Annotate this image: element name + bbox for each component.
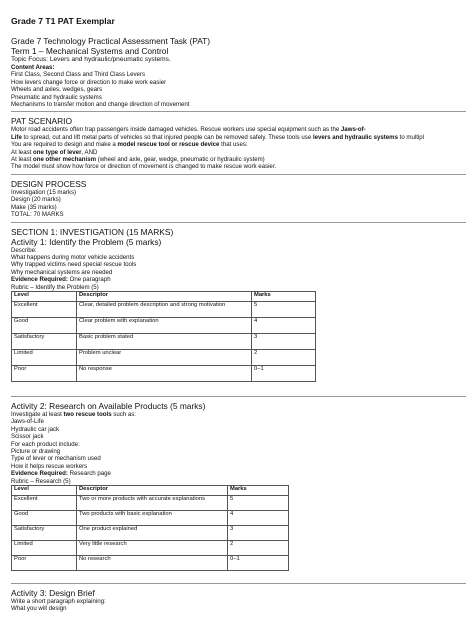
table-row xyxy=(12,333,316,349)
brief-item: Write a short paragraph explaining: xyxy=(11,598,106,605)
investigate-text: such as: xyxy=(111,410,136,418)
design-process-item: TOTAL: 70 MARKS xyxy=(11,211,64,219)
table-row xyxy=(12,301,316,317)
table-cell: 3 xyxy=(228,526,289,541)
scenario-text: to multipl xyxy=(397,133,425,141)
document-title: Grade 7 T1 PAT Exemplar xyxy=(11,16,115,26)
design-process-section xyxy=(11,179,466,219)
table-cell: Good xyxy=(12,511,77,526)
rubric-title: Rubric – Identify the Problem (5) xyxy=(11,283,99,291)
scenario-text: At least xyxy=(11,156,34,164)
rubric-table-problem xyxy=(11,291,316,382)
document-page xyxy=(11,6,466,613)
scenario-text: At least xyxy=(11,148,34,156)
table-cell: Two or more products with accurate explanations xyxy=(77,496,228,511)
section-1 xyxy=(11,227,466,382)
research-item: Hydraulic car jack xyxy=(11,425,60,433)
table-cell: Excellent xyxy=(12,301,77,317)
table-cell: 5 xyxy=(252,301,316,317)
table-header: Level xyxy=(12,291,77,301)
scenario-bold: model rescue tool or rescue device xyxy=(117,141,220,149)
research-item: Picture or drawing xyxy=(11,447,61,455)
table-cell: Poor xyxy=(12,556,77,571)
investigate-bold: two rescue tools xyxy=(63,410,112,418)
table-row xyxy=(12,317,316,333)
rubric-table-research xyxy=(11,485,289,571)
scenario-text: You are required to design and make a xyxy=(11,141,118,149)
table-cell: 5 xyxy=(228,496,289,511)
divider xyxy=(11,111,466,112)
table-row xyxy=(12,541,289,556)
scenario-text: to spread, cut and lift metal parts of vehicles so that injured people can be removed safely. These tools use xyxy=(21,133,313,141)
divider xyxy=(11,222,466,223)
table-row xyxy=(12,511,289,526)
table-header: Level xyxy=(12,486,77,496)
content-area-item: Wheels and axles, wedges, gears xyxy=(11,86,103,94)
activity-3-heading: Activity 3: Design Brief xyxy=(11,588,95,598)
activity-1-heading: Activity 1: Identify the Problem (5 marks) xyxy=(11,236,162,247)
table-cell: Satisfactory xyxy=(12,333,77,349)
table-row xyxy=(12,349,316,365)
intro-heading-2: Term 1 – Mechanical Systems and Control xyxy=(11,46,169,56)
table-cell: Poor xyxy=(12,365,77,381)
table-cell: No response xyxy=(77,365,252,381)
rubric-title: Rubric – Research (5) xyxy=(11,477,71,485)
table-header: Descriptor xyxy=(77,291,252,301)
table-cell: 4 xyxy=(252,317,316,333)
describe-item: Why mechanical systems are needed xyxy=(11,268,113,276)
scenario-text: , AND xyxy=(81,148,98,156)
scenario-text: Motor road accidents often trap passengers inside damaged vehicles. Rescue workers use special equipment such as the xyxy=(11,126,341,134)
table-cell: 4 xyxy=(228,511,289,526)
activity-2-section xyxy=(11,401,466,571)
table-cell: 3 xyxy=(252,333,316,349)
table-cell: 0–1 xyxy=(252,365,316,381)
content-areas-label: Content Areas: xyxy=(11,64,55,71)
research-item: How it helps rescue workers xyxy=(11,462,88,470)
table-row xyxy=(12,526,289,541)
divider xyxy=(11,174,466,175)
table-cell: Very little research xyxy=(77,541,228,556)
evidence-value: Research page xyxy=(67,470,111,478)
content-area-item: Mechanisms to transfer motion and change direction of movement xyxy=(11,101,190,109)
investigate-text: Investigate at least xyxy=(11,410,64,418)
divider xyxy=(11,583,466,584)
describe-item: What happens during motor vehicle accidents xyxy=(11,253,135,261)
scenario-bold: levers and hydraulic systems xyxy=(312,133,398,141)
research-item: Scissor jack xyxy=(11,433,44,441)
scenario-bold: one other mechanism xyxy=(33,156,97,164)
brief-item: What you will design xyxy=(11,605,67,613)
table-row xyxy=(12,556,289,571)
scenario-heading: PAT SCENARIO xyxy=(11,116,72,127)
table-row xyxy=(12,496,289,511)
design-process-heading: DESIGN PROCESS xyxy=(11,178,87,189)
activity-2-heading: Activity 2: Research on Available Products (5 marks) xyxy=(11,400,206,411)
table-cell: Good xyxy=(12,317,77,333)
content-area-item: First Class, Second Class and Third Class Levers xyxy=(11,71,145,79)
scenario-bold: Jaws-of- xyxy=(340,126,366,134)
table-cell: Limited xyxy=(12,541,77,556)
table-header: Marks xyxy=(252,291,316,301)
evidence-label: Evidence Required: xyxy=(11,276,68,284)
evidence-label: Evidence Required: xyxy=(11,470,68,478)
research-item: Jaws-of-Life xyxy=(11,418,44,426)
research-item: For each product include: xyxy=(11,440,80,448)
table-cell: Limited xyxy=(12,349,77,365)
evidence-value: One paragraph xyxy=(67,276,111,284)
table-cell: Clear, detailed problem description and strong motivation xyxy=(77,301,252,317)
table-header-row xyxy=(12,291,316,301)
intro-section xyxy=(11,36,466,108)
scenario-section xyxy=(11,116,466,170)
table-cell: 2 xyxy=(228,541,289,556)
table-header: Descriptor xyxy=(77,486,228,496)
design-process-item: Investigation (15 marks) xyxy=(11,188,77,196)
scenario-text: (wheel and axle, gear, wedge, pneumatic or hydraulic system) xyxy=(96,156,265,164)
table-cell: Clear problem with explanation xyxy=(77,317,252,333)
scenario-bold: one type of lever xyxy=(33,148,82,156)
table-cell: 2 xyxy=(252,349,316,365)
table-cell: Satisfactory xyxy=(12,526,77,541)
divider xyxy=(11,396,466,397)
table-cell: One product explained xyxy=(77,526,228,541)
design-process-item: Make (35 marks) xyxy=(11,203,57,211)
table-header-row xyxy=(12,486,289,496)
table-cell: 0–1 xyxy=(228,556,289,571)
research-item: Type of lever or mechanism used xyxy=(11,455,101,463)
intro-heading-1: Grade 7 Technology Practical Assessment Task (PAT) xyxy=(11,36,211,46)
content-area-item: How levers change force or direction to make work easier xyxy=(11,78,167,86)
table-cell: Excellent xyxy=(12,496,77,511)
table-header: Marks xyxy=(228,486,289,496)
activity-3-section xyxy=(11,588,466,613)
content-area-item: Pneumatic and hydraulic systems xyxy=(11,93,102,101)
table-cell: No research xyxy=(77,556,228,571)
scenario-bold: Life xyxy=(11,133,22,141)
table-row xyxy=(12,365,316,381)
table-cell: Basic problem stated xyxy=(77,333,252,349)
topic-focus: Topic Focus: Levers and hydraulic/pneumatic systems. xyxy=(11,56,171,63)
describe-item: Why trapped victims need special rescue tools xyxy=(11,261,137,269)
scenario-text: that uses: xyxy=(219,141,248,149)
table-cell: Problem unclear xyxy=(77,349,252,365)
scenario-text: The model must show how force or direction of movement is changed to make rescue work easier. xyxy=(11,163,277,171)
describe-label: Describe: xyxy=(11,246,37,254)
table-cell: Two products with basic explanation xyxy=(77,511,228,526)
section-1-heading: SECTION 1: INVESTIGATION (15 MARKS) xyxy=(11,226,174,237)
design-process-item: Design (20 marks) xyxy=(11,196,61,204)
